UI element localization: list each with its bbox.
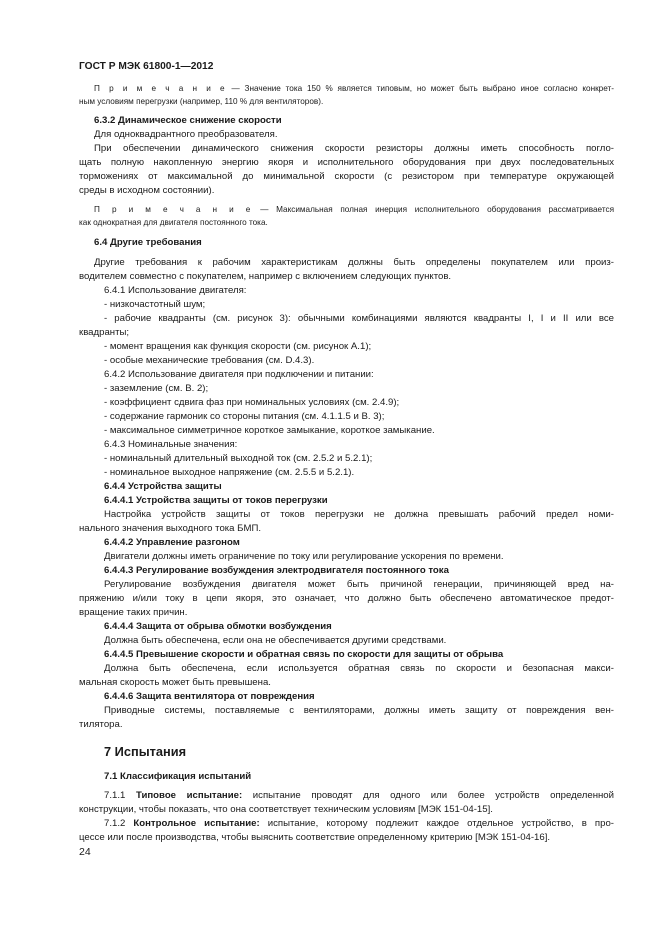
page-header: ГОСТ Р МЭК 61800-1—2012 — [79, 61, 214, 72]
note-line: как однократная для двигателя постоянного тока. — [79, 218, 268, 227]
note-label: П р и м е ч а н и е — [94, 84, 227, 93]
section-heading: 6.3.2 Динамическое снижение скорости — [94, 115, 282, 126]
note-label: П р и м е ч а н и е — [94, 205, 253, 214]
subsection-heading: 6.4.4.6 Защита вентилятора от повреждения — [104, 691, 315, 702]
term-label: Контрольное испытание: — [133, 818, 260, 829]
paragraph-line: щать полную накопленную энергию якоря и исполнительного оборудования при двух последовательных — [79, 157, 614, 168]
paragraph-line: торможениях от максимальной до минимальной скорости (с резистором при температуре окружающей — [79, 171, 614, 182]
paragraph-line: Настройка устройств защиты от токов перегрузки не должна превышать рабочий предел номи- — [104, 509, 614, 520]
subsection-heading: 6.4.4.3 Регулирование возбуждения электродвигателя постоянного тока — [104, 565, 449, 576]
list-item: - номинальный длительный выходной ток (см. 2.5.2 и 5.2.1); — [104, 453, 373, 464]
paragraph-line: водителем совместно с покупателем, например с включением следующих пунктов. — [79, 271, 452, 282]
subsection-heading: 6.4.4.1 Устройства защиты от токов перегрузки — [104, 495, 328, 506]
subsection-heading: 6.4.4.2 Управление разгоном — [104, 537, 240, 548]
list-item: - рабочие квадранты (см. рисунок 3): обычными комбинациями являются квадранты I, I и II или все — [104, 313, 614, 324]
paragraph-line: тилятора. — [79, 719, 123, 730]
note-line — [94, 205, 614, 217]
subsection-heading: 6.4.4.5 Превышение скорости и обратная связь по скорости для защиты от обрыва — [104, 649, 504, 660]
list-item: - содержание гармоник со стороны питания (см. 4.1.1.5 и В. 3); — [104, 411, 385, 422]
section-heading: 6.4 Другие требования — [94, 237, 202, 248]
term-definition: испытание, которому подлежит каждое отдельное устройство, в про- — [259, 818, 614, 829]
note-text: — Значение тока 150 % является типовым, но может быть выбрано иное согласно конкрет- — [226, 84, 614, 93]
paragraph-line: пряжению и/или току в цепи якоря, это означает, что должно быть обеспечено автоматическое предот- — [79, 593, 614, 604]
paragraph-line: конструкции, чтобы показать, что она соответствует техническим условиям [МЭК 151-04-15]. — [79, 804, 493, 815]
list-item: - момент вращения как функция скорости (см. рисунок А.1); — [104, 341, 372, 352]
paragraph-line: среды в исходном состоянии). — [79, 185, 215, 196]
paragraph-line: мальная скорость может быть превышена. — [79, 677, 271, 688]
paragraph-line: Регулирование возбуждения двигателя может быть причиной генерации, причиняющей вред на- — [104, 579, 614, 590]
paragraph-line — [104, 790, 614, 802]
page-number: 24 — [79, 846, 91, 858]
clause-number: 7.1.2 — [104, 818, 134, 829]
clause-number: 7.1.1 — [104, 790, 136, 801]
subsection-heading: 6.4.4.4 Защита от обрыва обмотки возбуждения — [104, 621, 332, 632]
list-item: - заземление (см. В. 2); — [104, 383, 209, 394]
list-item: - коэффициент сдвига фаз при номинальных условиях (см. 2.4.9); — [104, 397, 400, 408]
note-line — [94, 84, 614, 96]
term-definition: испытание проводят для одного или более устройств определенной — [242, 790, 614, 801]
paragraph-line: цессе или после производства, чтобы выяснить соответствие определенному критерию [МЭК 151-04-16]. — [79, 832, 551, 843]
list-item: квадранты; — [79, 327, 130, 338]
note-line: ным условиям перегрузки (например, 110 % для вентиляторов). — [79, 97, 324, 106]
list-item: - низкочастотный шум; — [104, 299, 206, 310]
paragraph-line: вращение таких причин. — [79, 607, 188, 618]
paragraph-line — [104, 818, 614, 830]
note-text: — Максимальная полная инерция исполнительного оборудования рассматривается — [252, 205, 614, 214]
subsection-heading: 6.4.4 Устройства защиты — [104, 481, 222, 492]
paragraph-line: Должна быть обеспечена, если она не обеспечивается другими средствами. — [104, 635, 447, 646]
paragraph-line: Другие требования к рабочим характеристикам должны быть определены покупателем или произ- — [94, 257, 614, 268]
subsection-line: 6.4.2 Использование двигателя при подключении и питании: — [104, 369, 374, 380]
paragraph-line: Должна быть обеспечена, если используется обратная связь по скорости и безопасная макси- — [104, 663, 614, 674]
section-heading: 7.1 Классификация испытаний — [104, 771, 252, 782]
chapter-heading: 7 Испытания — [104, 744, 187, 759]
paragraph-line: Для одноквадрантного преобразователя. — [94, 129, 278, 140]
subsection-line: 6.4.3 Номинальные значения: — [104, 439, 238, 450]
term-label: Типовое испытание: — [136, 790, 243, 801]
paragraph-line: При обеспечении динамического снижения скорости резисторы должны иметь способность погло- — [94, 143, 614, 154]
list-item: - максимальное симметричное короткое замыкание, короткое замыкание. — [104, 425, 435, 436]
subsection-line: 6.4.1 Использование двигателя: — [104, 285, 247, 296]
list-item: - особые механические требования (см. D.4.3). — [104, 355, 315, 366]
paragraph-line: нального значения выходного тока БМП. — [79, 523, 262, 534]
paragraph-line: Приводные системы, поставляемые с вентиляторами, должны иметь защиту от повреждения вен- — [104, 705, 614, 716]
paragraph-line: Двигатели должны иметь ограничение по току или регулирование ускорения по времени. — [104, 551, 504, 562]
list-item: - номинальное выходное напряжение (см. 2.5.5 и 5.2.1). — [104, 467, 355, 478]
